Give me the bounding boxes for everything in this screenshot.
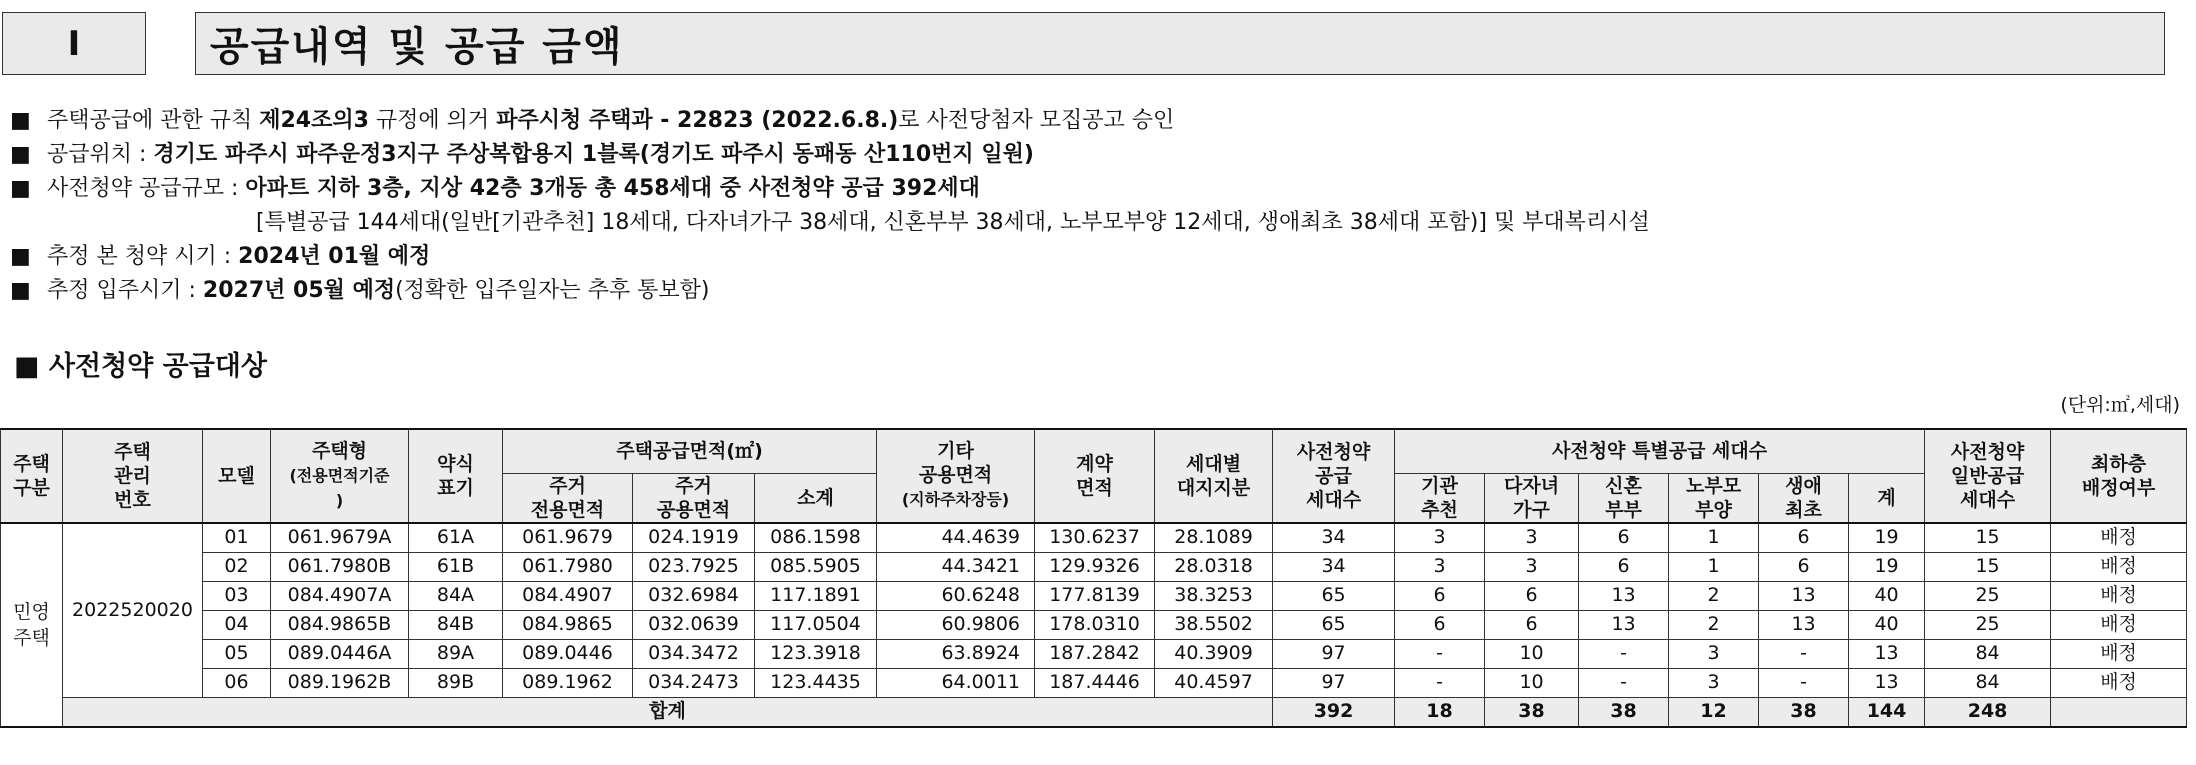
cell-other-common-area: 44.3421 <box>877 552 1035 581</box>
th-newlywed: 신혼 부부 <box>1579 473 1669 523</box>
cell-subtotal: 085.5905 <box>755 552 877 581</box>
cell-special-total: 13 <box>1849 639 1925 668</box>
notice-line <box>10 104 2160 138</box>
cell-land-share: 28.0318 <box>1155 552 1273 581</box>
cell-firsttime: - <box>1759 639 1849 668</box>
cell-contract-area: 129.9326 <box>1035 552 1155 581</box>
section-title-box <box>195 12 2165 75</box>
cell-lowest-floor: 배정 <box>2051 523 2187 553</box>
cell-firsttime: 6 <box>1759 523 1849 553</box>
cell-presale-units: 34 <box>1273 523 1395 553</box>
cell-special-total: 19 <box>1849 523 1925 553</box>
cell-total-label: 합계 <box>63 697 1273 727</box>
table-row <box>1 610 2187 639</box>
cell-exclusive-area: 089.1962 <box>503 668 633 697</box>
bullet-square-icon: ■ <box>10 142 31 167</box>
cell-model: 03 <box>203 581 271 610</box>
notice-text: 주택공급에 관한 규칙 <box>40 108 260 133</box>
page-title: 공급내역 및 공급 금액 <box>210 24 624 70</box>
th-abbreviation: 약식 표기 <box>409 429 503 523</box>
th-housing-type <box>271 429 409 523</box>
cell-land-share: 38.5502 <box>1155 610 1273 639</box>
cell-newlywed: 13 <box>1579 581 1669 610</box>
cell-elderly: 3 <box>1669 639 1759 668</box>
th-other-common-label: 기타 공용면적 <box>918 440 993 487</box>
cell-abbreviation: 61B <box>409 552 503 581</box>
cell-multichild: 6 <box>1485 581 1579 610</box>
notice-text: 경기도 파주시 파주운정3지구 주상복합용지 1블록(경기도 파주시 동패동 산110번지 일원) <box>153 142 1034 167</box>
th-housing-type-label: 주택형 <box>311 439 368 462</box>
th-other-common-area <box>877 429 1035 523</box>
cell-housing-type: 089.0446A <box>271 639 409 668</box>
bullet-square-icon: ■ <box>10 176 31 201</box>
cell-special-total: 19 <box>1849 552 1925 581</box>
cell-abbreviation: 89B <box>409 668 503 697</box>
notice-text: 제24조의3 <box>259 108 369 133</box>
cell-model: 02 <box>203 552 271 581</box>
notice-text: (정확한 입주일자는 추후 통보함) <box>395 278 710 303</box>
cell-other-common-area: 63.8924 <box>877 639 1035 668</box>
notice-text: 2027년 05월 예정 <box>202 278 396 303</box>
cell-housing-type: 061.9679A <box>271 523 409 553</box>
bullet-square-icon: ■ <box>10 278 31 303</box>
cell-institution: - <box>1395 668 1485 697</box>
cell-institution: 3 <box>1395 523 1485 553</box>
cell-abbreviation: 84B <box>409 610 503 639</box>
cell-common-area: 032.0639 <box>633 610 755 639</box>
cell-institution: 6 <box>1395 610 1485 639</box>
th-elderly: 노부모 부양 <box>1669 473 1759 523</box>
th-land-share: 세대별 대지지분 <box>1155 429 1273 523</box>
cell-elderly: 2 <box>1669 581 1759 610</box>
cell-exclusive-area: 061.7980 <box>503 552 633 581</box>
table-row <box>1 668 2187 697</box>
table-total-row <box>1 697 2187 727</box>
cell-other-common-area: 60.9806 <box>877 610 1035 639</box>
cell-presale-units: 65 <box>1273 581 1395 610</box>
th-housing-type-sub: (전용면적기준 ) <box>289 465 390 510</box>
notice-text: 파주시청 주택과 - 22823 (2022.6.8.) <box>496 108 899 133</box>
cell-newlywed: 13 <box>1579 610 1669 639</box>
cell-elderly: 3 <box>1669 668 1759 697</box>
th-firsttime: 생애 최초 <box>1759 473 1849 523</box>
cell-subtotal: 117.0504 <box>755 610 877 639</box>
cell-exclusive-area: 084.4907 <box>503 581 633 610</box>
total-presale-units: 392 <box>1273 697 1395 727</box>
bullet-square-icon: ■ <box>10 108 31 133</box>
notice-text: 2024년 01월 예정 <box>238 244 431 269</box>
notice-text: 아파트 지하 3층, 지상 42층 3개동 총 458세대 중 사전청약 공급 392세대 <box>245 176 980 201</box>
notice-text: 사전청약 공급규모 : <box>40 176 246 201</box>
table-row <box>1 523 2187 553</box>
cell-presale-units: 34 <box>1273 552 1395 581</box>
cell-newlywed: 6 <box>1579 552 1669 581</box>
cell-firsttime: 13 <box>1759 581 1849 610</box>
cell-elderly: 1 <box>1669 523 1759 553</box>
th-presale-units: 사전청약 공급 세대수 <box>1273 429 1395 523</box>
cell-housing-type: 084.9865B <box>271 610 409 639</box>
total-newlywed: 38 <box>1579 697 1669 727</box>
cell-housing-type: 089.1962B <box>271 668 409 697</box>
cell-abbreviation: 61A <box>409 523 503 553</box>
cell-common-area: 034.3472 <box>633 639 755 668</box>
cell-lowest-floor: 배정 <box>2051 581 2187 610</box>
cell-general-supply: 84 <box>1925 668 2051 697</box>
notice-text: 추정 입주시기 : <box>40 278 203 303</box>
cell-newlywed: - <box>1579 639 1669 668</box>
th-contract-area: 계약 면적 <box>1035 429 1155 523</box>
total-institution: 18 <box>1395 697 1485 727</box>
notice-bullets <box>10 104 2160 308</box>
th-institution: 기관 추천 <box>1395 473 1485 523</box>
cell-lowest-floor: 배정 <box>2051 639 2187 668</box>
bullet-square-icon: ■ <box>10 244 31 269</box>
cell-subtotal: 123.3918 <box>755 639 877 668</box>
cell-multichild: 10 <box>1485 639 1579 668</box>
cell-model: 06 <box>203 668 271 697</box>
cell-other-common-area: 64.0011 <box>877 668 1035 697</box>
table-row <box>1 552 2187 581</box>
cell-elderly: 2 <box>1669 610 1759 639</box>
cell-firsttime: 13 <box>1759 610 1849 639</box>
th-general-supply: 사전청약 일반공급 세대수 <box>1925 429 2051 523</box>
cell-exclusive-area: 089.0446 <box>503 639 633 668</box>
cell-other-common-area: 60.6248 <box>877 581 1035 610</box>
cell-housing-type: 084.4907A <box>271 581 409 610</box>
notice-text: 공급위치 : <box>40 142 154 167</box>
cell-abbreviation: 89A <box>409 639 503 668</box>
cell-general-supply: 84 <box>1925 639 2051 668</box>
cell-subtotal: 117.1891 <box>755 581 877 610</box>
table-row <box>1 639 2187 668</box>
notice-line <box>10 240 2160 274</box>
cell-land-share: 40.3909 <box>1155 639 1273 668</box>
cell-common-area: 032.6984 <box>633 581 755 610</box>
total-multichild: 38 <box>1485 697 1579 727</box>
cell-model: 04 <box>203 610 271 639</box>
cell-presale-units: 97 <box>1273 668 1395 697</box>
cell-firsttime: 6 <box>1759 552 1849 581</box>
cell-institution: 3 <box>1395 552 1485 581</box>
cell-lowest-floor: 배정 <box>2051 668 2187 697</box>
notice-text: [특별공급 144세대(일반[기관추천] 18세대, 다자녀가구 38세대, 신혼부부 38세대, 노부모부양 12세대, 생애최초 38세대 포함)] 및 부대복리시설 <box>256 210 1650 235</box>
cell-general-supply: 25 <box>1925 581 2051 610</box>
cell-presale-units: 65 <box>1273 610 1395 639</box>
cell-common-area: 024.1919 <box>633 523 755 553</box>
notice-text: 로 사전당첨자 모집공고 승인 <box>898 108 1175 133</box>
cell-presale-units: 97 <box>1273 639 1395 668</box>
th-model: 모델 <box>203 429 271 523</box>
cell-general-supply: 15 <box>1925 552 2051 581</box>
th-multichild: 다자녀 가구 <box>1485 473 1579 523</box>
cell-management-number: 2022520020 <box>63 523 203 698</box>
th-total: 계 <box>1849 473 1925 523</box>
cell-land-share: 40.4597 <box>1155 668 1273 697</box>
total-lowest-floor-empty <box>2051 697 2187 727</box>
notice-line <box>10 172 2160 206</box>
cell-common-area: 023.7925 <box>633 552 755 581</box>
th-special-supply-group: 사전청약 특별공급 세대수 <box>1395 429 1925 473</box>
cell-housing-type: 061.7980B <box>271 552 409 581</box>
cell-subtotal: 086.1598 <box>755 523 877 553</box>
notice-line <box>10 206 2160 240</box>
cell-contract-area: 187.2842 <box>1035 639 1155 668</box>
cell-contract-area: 130.6237 <box>1035 523 1155 553</box>
cell-exclusive-area: 061.9679 <box>503 523 633 553</box>
cell-general-supply: 15 <box>1925 523 2051 553</box>
cell-elderly: 1 <box>1669 552 1759 581</box>
supply-table <box>0 428 2187 728</box>
cell-multichild: 3 <box>1485 523 1579 553</box>
cell-abbreviation: 84A <box>409 581 503 610</box>
notice-text: 추정 본 청약 시기 : <box>40 244 239 269</box>
cell-multichild: 10 <box>1485 668 1579 697</box>
cell-newlywed: - <box>1579 668 1669 697</box>
cell-special-total: 13 <box>1849 668 1925 697</box>
cell-general-supply: 25 <box>1925 610 2051 639</box>
notice-text: 규정에 의거 <box>368 108 497 133</box>
cell-contract-area: 187.4446 <box>1035 668 1155 697</box>
cell-lowest-floor: 배정 <box>2051 610 2187 639</box>
total-special: 144 <box>1849 697 1925 727</box>
cell-multichild: 3 <box>1485 552 1579 581</box>
total-elderly: 12 <box>1669 697 1759 727</box>
total-general: 248 <box>1925 697 2051 727</box>
cell-institution: 6 <box>1395 581 1485 610</box>
cell-multichild: 6 <box>1485 610 1579 639</box>
cell-newlywed: 6 <box>1579 523 1669 553</box>
cell-common-area: 034.2473 <box>633 668 755 697</box>
cell-special-total: 40 <box>1849 581 1925 610</box>
th-subtotal: 소계 <box>755 473 877 523</box>
total-firsttime: 38 <box>1759 697 1849 727</box>
cell-special-total: 40 <box>1849 610 1925 639</box>
cell-model: 05 <box>203 639 271 668</box>
th-common-area: 주거 공용면적 <box>633 473 755 523</box>
cell-land-share: 38.3253 <box>1155 581 1273 610</box>
section-number-box <box>2 12 146 75</box>
th-housing-category: 주택 구분 <box>1 429 63 523</box>
cell-housing-category: 민영 주택 <box>1 523 63 727</box>
cell-land-share: 28.1089 <box>1155 523 1273 553</box>
th-other-common-sub: (지하주차장등) <box>901 490 1010 510</box>
notice-line <box>10 274 2160 308</box>
th-exclusive-area: 주거 전용면적 <box>503 473 633 523</box>
cell-contract-area: 177.8139 <box>1035 581 1155 610</box>
cell-model: 01 <box>203 523 271 553</box>
notice-line <box>10 138 2160 172</box>
cell-contract-area: 178.0310 <box>1035 610 1155 639</box>
unit-note: (단위:㎡,세대) <box>2060 394 2180 416</box>
cell-subtotal: 123.4435 <box>755 668 877 697</box>
table-row <box>1 581 2187 610</box>
th-management-number: 주택 관리 번호 <box>63 429 203 523</box>
cell-institution: - <box>1395 639 1485 668</box>
cell-lowest-floor: 배정 <box>2051 552 2187 581</box>
th-supply-area-group: 주택공급면적(㎡) <box>503 429 877 473</box>
section-number: I <box>67 23 81 64</box>
cell-other-common-area: 44.4639 <box>877 523 1035 553</box>
cell-exclusive-area: 084.9865 <box>503 610 633 639</box>
cell-firsttime: - <box>1759 668 1849 697</box>
subsection-title: ■ 사전청약 공급대상 <box>14 351 267 382</box>
th-lowest-floor: 최하층 배정여부 <box>2051 429 2187 523</box>
